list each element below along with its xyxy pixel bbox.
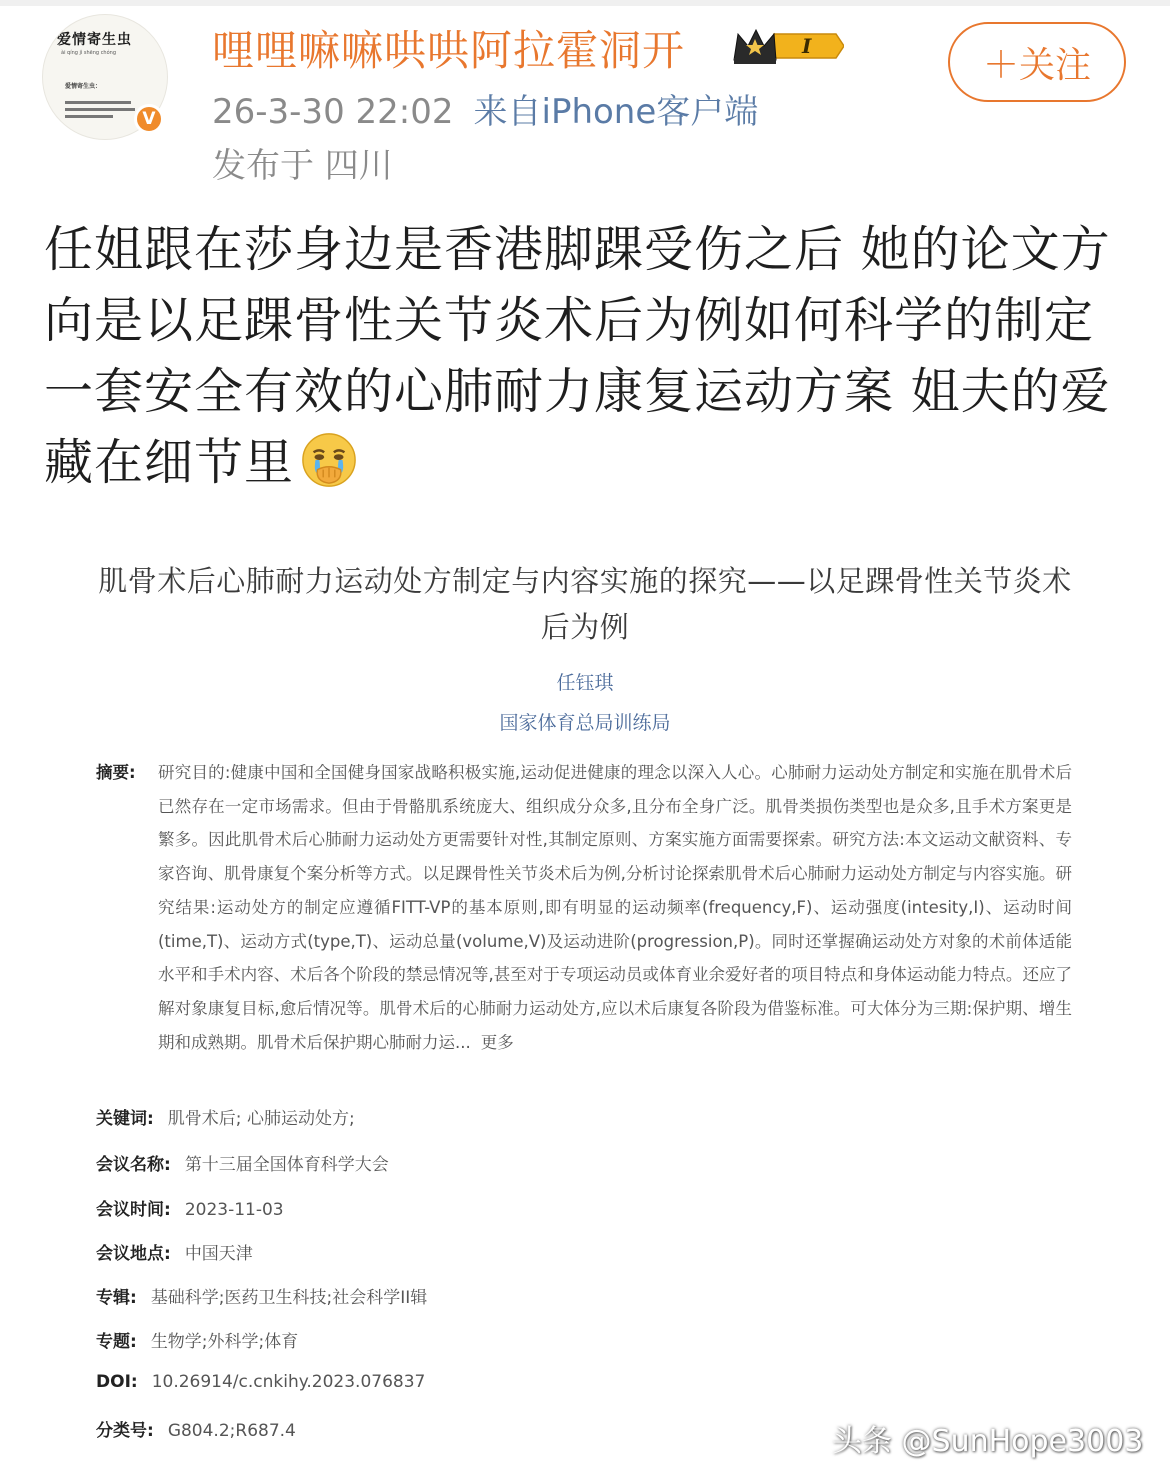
abstract-label: 摘要: (96, 763, 136, 782)
top-divider (0, 0, 1170, 6)
avatar-pinyin: ài qíng jì shēng chóng (61, 50, 117, 56)
conference-time-label: 会议时间: (96, 1200, 171, 1220)
post-text (44, 214, 1124, 498)
classification-label: 分类号: (96, 1421, 154, 1441)
follow-button[interactable]: ＋关注 (948, 22, 1126, 102)
avatar-text-lines (65, 101, 135, 122)
topic-row (96, 1327, 298, 1352)
doi-value[interactable]: 10.26914/c.cnkihy.2023.076837 (151, 1372, 426, 1392)
series-label: 专辑: (96, 1288, 137, 1308)
keywords-value[interactable]: 肌骨术后; 心肺运动处方; (167, 1109, 355, 1129)
conference-name-value[interactable]: 第十三届全国体育科学大会 (184, 1155, 389, 1175)
topic-value: 生物学;外科学;体育 (150, 1332, 299, 1352)
paper-abstract (96, 756, 1072, 1059)
crying-face-emoji-icon (300, 431, 358, 489)
conference-place-row (96, 1239, 253, 1264)
post-location: 发布于 四川 (212, 146, 393, 186)
keywords-label: 关键词: (96, 1109, 154, 1129)
conference-name-row (96, 1150, 389, 1175)
keywords-row (96, 1104, 355, 1129)
avatar-title: 爱情寄生虫 (57, 32, 132, 48)
conference-time-row (96, 1195, 284, 1220)
conference-place-value: 中国天津 (184, 1244, 253, 1264)
username[interactable]: 哩哩嘛嘛哄哄阿拉霍洞开 (212, 26, 686, 75)
avatar-subtitle: 爱情寄生虫： (65, 83, 102, 90)
paper-title: 肌骨术后心肺耐力运动处方制定与内容实施的探究——以足踝骨性关节炎术后为例 (98, 564, 1072, 644)
doi-row (96, 1372, 425, 1392)
conference-name-label: 会议名称: (96, 1155, 171, 1175)
topic-label: 专题: (96, 1332, 137, 1352)
post-source: 来自iPhone客户端 (473, 92, 759, 132)
more-link[interactable]: 更多 (480, 1032, 514, 1052)
paper-organization[interactable]: 国家体育总局训练局 (499, 712, 671, 734)
watermark: 头条 @SunHope3003 (832, 1424, 1144, 1459)
post-time: 26-3-30 22:02 (212, 92, 454, 132)
post-text-content: 任姐跟在莎身边是香港脚踝受伤之后 她的论文方向是以足踝骨性关节炎术后为例如何科学的制定一套安全有效的心肺耐力康复运动方案 姐夫的爱藏在细节里 (44, 221, 1111, 491)
post-meta (212, 84, 758, 133)
series-value: 基础科学;医药卫生科技;社会科学II辑 (150, 1288, 428, 1308)
verified-icon: V (134, 104, 164, 134)
classification-row (96, 1416, 296, 1441)
conference-time-value: 2023-11-03 (184, 1200, 284, 1220)
vip-level-text: I (802, 34, 812, 58)
classification-value: G804.2;R687.4 (167, 1421, 296, 1441)
series-row (96, 1283, 427, 1308)
paper-author[interactable]: 任钰琪 (556, 672, 614, 694)
abstract-text: 研究目的:健康中国和全国健身国家战略积极实施,运动促进健康的理念以深入人心。心肺耐力运动处方制定和实施在肌骨术后已然存在一定市场需求。但由于骨骼肌系统庞大、组织成分众多,且分布全身广泛。肌骨类损伤类型也是众多,且手术方案更是繁多。因此肌骨术后心肺耐力运动处方更需要针对性,其制定原则、方案实施方面需要探索。研究方法:本文运动文献资料、专家咨询、肌骨康复个案分析等方式。以足踝骨性关节炎术后为例,分析讨论探索肌骨术后心肺耐力运动处方制定与内容实施。研究结果:运动处方的制定应遵循FITT-VP的基本原则,即有明显的运动频率(frequency,F)、运动强度(intesity,I)、运动时间(time,T)、运动方式(type,T)、运动总量(volume,V)及运动进阶(progression,P)。同时还掌握确运动处方对象的术前体适能水平和手术内容、术后各个阶段的禁忌情况等,甚至对于专项运动员或体育业余爱好者的项目特点和身体运动能力特点。还应了解对象康复目标,愈后情况等。肌骨术后的心肺耐力运动处方,应以术后康复各阶段为借鉴标准。可大体分为三期:保护期、增生期和成熟期。肌骨术后保护期心肺耐力运... (158, 763, 1072, 1052)
doi-label: DOI: (96, 1372, 138, 1392)
conference-place-label: 会议地点: (96, 1244, 171, 1264)
vip-crown-icon[interactable] (730, 24, 844, 68)
